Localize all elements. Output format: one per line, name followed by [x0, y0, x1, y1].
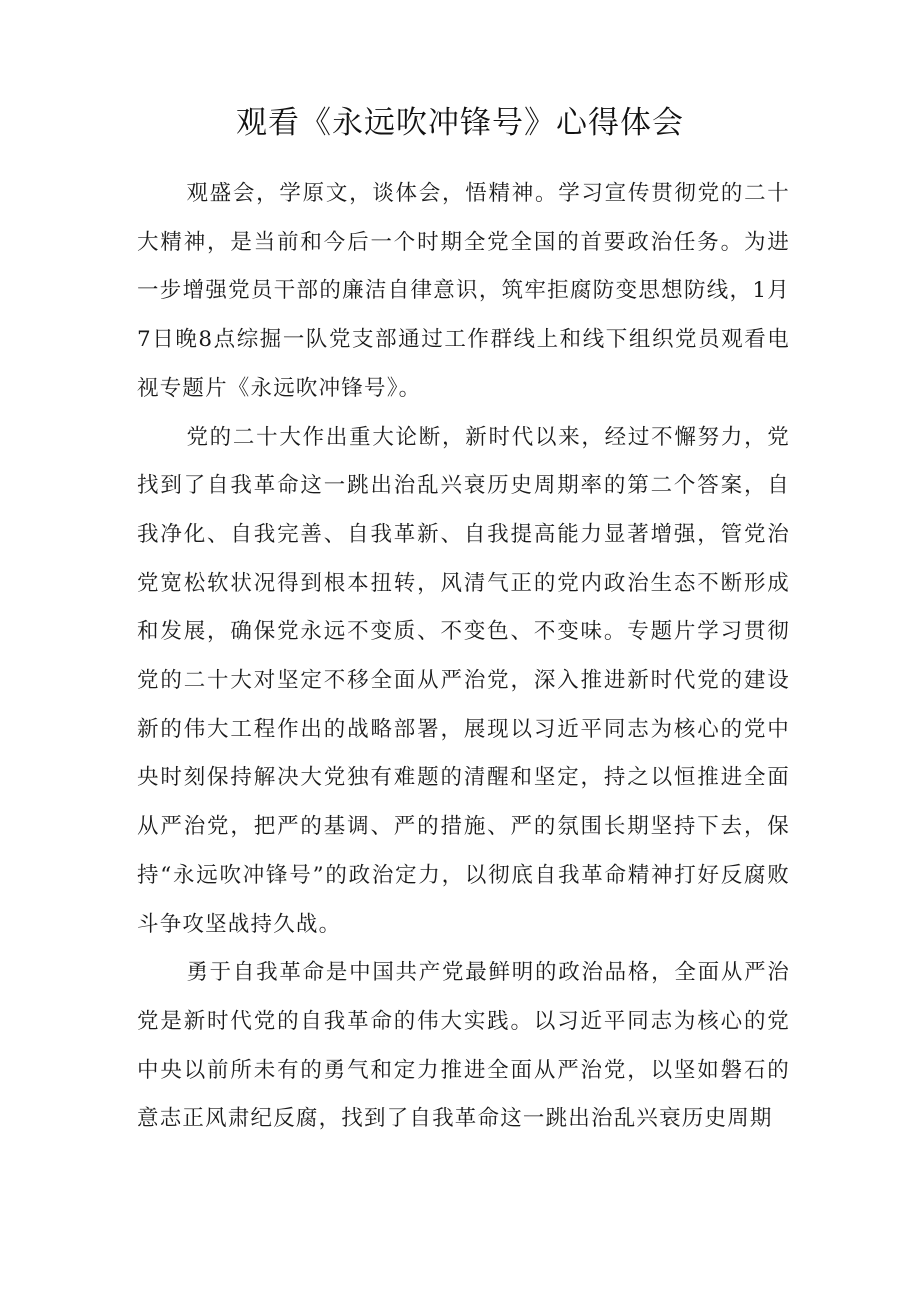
paragraph-1: 观盛会，学原文，谈体会，悟精神。学习宣传贯彻党的二十大精神，是当前和今后一个时期全党全国的首要政治任务。为进一步增强党员干部的廉洁自律意识，筑牢拒腐防变思想防线，1月7日晚8点综掘一队党支部通过工作群线上和线下组织党员观看电视专题片《永远吹冲锋号》。: [137, 181, 790, 401]
paragraph-3: 勇于自我革命是中国共产党最鲜明的政治品格，全面从严治党是新时代党的自我革命的伟大实践。以习近平同志为核心的党中央以前所未有的勇气和定力推进全面从严治党，以坚如磐石的意志正风肃纪反腐，找到了自我革命这一跳出治乱兴衰历史周期: [137, 960, 790, 1132]
document-body: [137, 170, 790, 1144]
document-title: 观看《永远吹冲锋号》心得体会: [236, 105, 684, 141]
paragraph-2: 党的二十大作出重大论断，新时代以来，经过不懈努力，党找到了自我革命这一跳出治乱兴衰历史周期率的第二个答案，自我净化、自我完善、自我革新、自我提高能力显著增强，管党治党宽松软状况得到根本扭转，风清气正的党内政治生态不断形成和发展，确保党永远不变质、不变色、不变味。专题片学习贯彻党的二十大对坚定不移全面从严治党，深入推进新时代党的建设新的伟大工程作出的战略部署，展现以习近平同志为核心的党中央时刻保持解决大党独有难题的清醒和坚定，持之以恒推进全面从严治党，把严的基调、严的措施、严的氛围长期坚持下去，保持“永远吹冲锋号”的政治定力，以彻底自我革命精神打好反腐败斗争攻坚战持久战。: [137, 424, 790, 937]
